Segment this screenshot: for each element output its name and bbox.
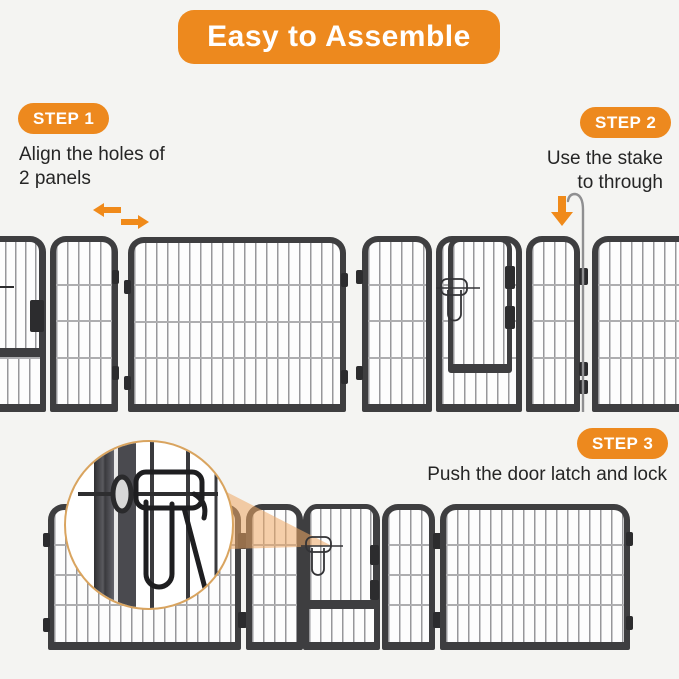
fence-panel bbox=[592, 236, 679, 412]
step-3-caption: Push the door latch and lock bbox=[427, 464, 667, 485]
fence-panel bbox=[362, 236, 432, 412]
hinge-tab bbox=[626, 532, 633, 546]
title-banner bbox=[178, 10, 500, 64]
step-2-label: STEP 2 bbox=[595, 112, 657, 132]
arrow-down-icon bbox=[551, 196, 573, 226]
door-hinge bbox=[505, 266, 515, 289]
hinge-tab bbox=[341, 273, 348, 287]
hinge-tab bbox=[43, 533, 50, 547]
stake-loop bbox=[579, 268, 588, 285]
fence-panel bbox=[382, 504, 435, 650]
hinge-tab bbox=[124, 376, 131, 390]
step-2-caption: Use the stake to through bbox=[546, 148, 663, 193]
hinge-tab bbox=[356, 366, 363, 380]
hinge-tab bbox=[112, 366, 119, 380]
step-1-label: STEP 1 bbox=[33, 108, 95, 128]
hinge-tab bbox=[356, 270, 363, 284]
fence-door bbox=[305, 504, 378, 609]
fence-panel bbox=[246, 504, 303, 650]
step-2-badge bbox=[580, 107, 671, 138]
hinge-tab bbox=[626, 616, 633, 630]
door-hinge bbox=[370, 580, 379, 600]
step-1-badge bbox=[18, 103, 109, 134]
hinge-tab bbox=[112, 270, 119, 284]
door-hinge bbox=[505, 306, 515, 329]
latch-rod bbox=[0, 286, 14, 288]
hinge-tab bbox=[341, 370, 348, 384]
step-3-badge bbox=[577, 428, 668, 459]
fence-door bbox=[0, 237, 44, 357]
fence-door bbox=[448, 237, 512, 373]
latch-detail-illustration bbox=[66, 442, 232, 608]
magnifier-circle-icon bbox=[64, 440, 234, 610]
arrow-right-icon bbox=[121, 215, 149, 229]
fence-panel bbox=[50, 236, 118, 412]
fence-panel bbox=[440, 504, 630, 650]
hinge-tab bbox=[124, 280, 131, 294]
hinge-tab bbox=[43, 618, 50, 632]
step-1-caption: Align the holes of 2 panels bbox=[19, 144, 165, 189]
fence-panel bbox=[128, 237, 346, 412]
arrow-left-icon bbox=[93, 203, 121, 217]
step-3-label: STEP 3 bbox=[592, 433, 654, 453]
page-title: Easy to Assemble bbox=[207, 20, 471, 53]
door-hinge bbox=[30, 300, 44, 332]
door-hinge bbox=[370, 545, 379, 565]
stake-loop bbox=[579, 380, 588, 394]
fence-panel bbox=[526, 236, 580, 412]
stake-loop bbox=[579, 362, 588, 376]
